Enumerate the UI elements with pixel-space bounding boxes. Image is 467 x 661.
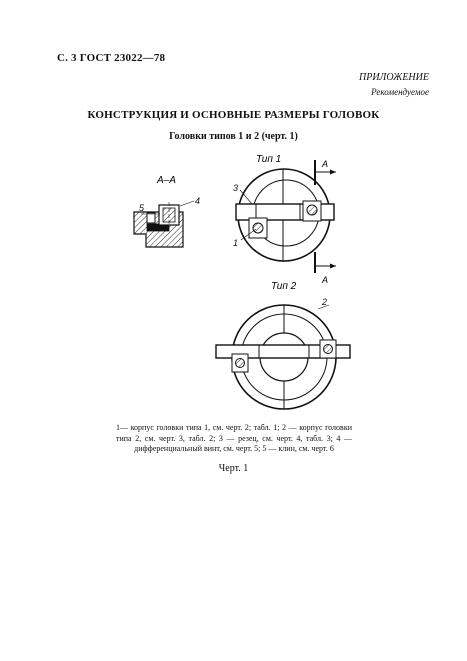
type2-label: Тип 2 — [271, 281, 297, 292]
section-title: Головки типов 1 и 2 (черт. 1) — [169, 131, 298, 142]
callout-3: 3 — [233, 183, 239, 193]
callout-2: 2 — [322, 297, 328, 307]
figure-label: Черт. 1 — [218, 463, 249, 474]
section-a-a-view — [134, 196, 200, 247]
type1-head-drawing — [233, 169, 334, 262]
figure-caption — [116, 423, 352, 455]
page-header: С. 3 ГОСТ 23022—78 — [57, 52, 166, 64]
caption-text: 1— корпус головки типа 1, см. черт. 2; табл. 1; 2 — корпус головки типа 2, см. черт. 3, табл. 2; 3 — резец, см. черт. 4, табл. 3; 4 — дифференциальный винт, см. черт. 5; 5 — клин, см. черт. 6 — [116, 423, 352, 453]
section-marker-bottom-letter: А — [322, 275, 329, 285]
callout-4: 4 — [195, 196, 201, 206]
callout-5: 5 — [139, 203, 145, 213]
main-title: КОНСТРУКЦИЯ И ОСНОВНЫЕ РАЗМЕРЫ ГОЛОВОК — [87, 109, 380, 121]
type2-head-drawing — [216, 297, 350, 409]
section-marker-top — [315, 159, 336, 185]
callout-1: 1 — [233, 238, 239, 248]
type1-label: Тип 1 — [256, 154, 282, 165]
section-view-label: А–А — [157, 175, 176, 186]
section-marker-top-letter: А — [322, 159, 329, 169]
appendix-subtitle: Рекомендуемое — [371, 87, 429, 97]
section-marker-bottom — [315, 252, 336, 285]
appendix-title: ПРИЛОЖЕНИЕ — [359, 72, 429, 83]
